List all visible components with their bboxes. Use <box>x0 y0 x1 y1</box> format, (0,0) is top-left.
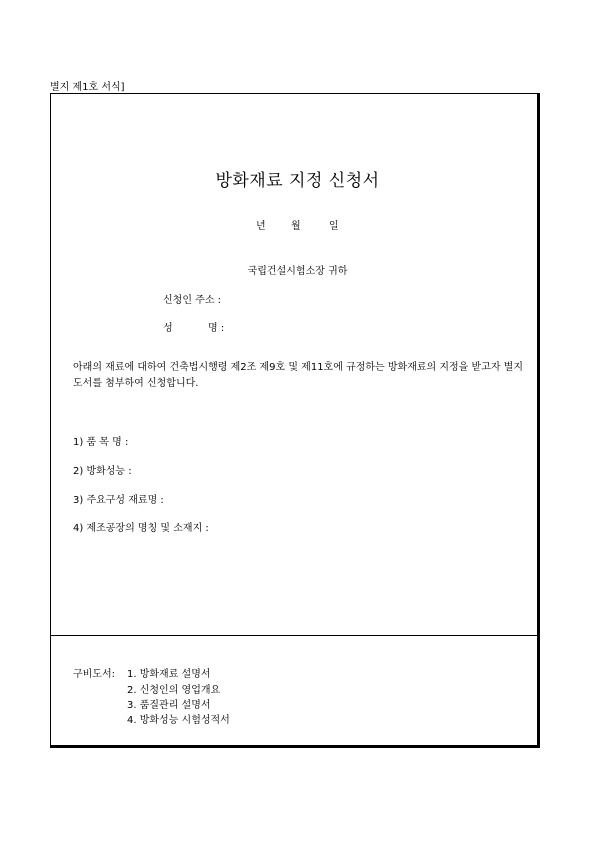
date-month-label: 월 <box>291 221 301 232</box>
date-day-label: 일 <box>329 221 339 232</box>
attachment-item: 2. 신청인의 영업개요 <box>127 685 221 696</box>
section-divider <box>51 635 538 636</box>
date-year-label: 년 <box>256 221 266 232</box>
form-title: 방화재료 지정 신청서 <box>215 171 380 191</box>
form-frame <box>50 93 540 748</box>
attachment-item: 3. 품질관리 설명서 <box>127 700 211 711</box>
item-fire-performance: 2) 방화성능 : <box>73 466 132 477</box>
attachment-item: 1. 방화재료 설명서 <box>127 669 211 680</box>
recipient: 국립건설시험소장 귀하 <box>247 266 348 277</box>
applicant-address-label: 신청인 주소 : <box>163 295 222 306</box>
attachment-item: 4. 방화성능 시험성적서 <box>127 715 230 726</box>
applicant-name-label-end: 명 : <box>208 323 225 334</box>
item-factory-location: 4) 제조공장의 명칭 및 소재지 : <box>73 523 209 534</box>
item-product-name: 1) 품 목 명 : <box>73 437 129 448</box>
item-main-materials: 3) 주요구성 재료명 : <box>73 495 164 506</box>
request-statement: 아래의 재료에 대하여 건축법시행령 제2조 제9호 및 제11호에 규정하는 방화재료의 지정을 받고자 별지도서를 첨부하여 신청합니다. <box>73 362 523 389</box>
attachments-label: 구비도서: <box>73 669 116 680</box>
applicant-name-label-start: 성 <box>163 323 173 334</box>
form-identifier: 별지 제1호 서식] <box>50 82 125 93</box>
